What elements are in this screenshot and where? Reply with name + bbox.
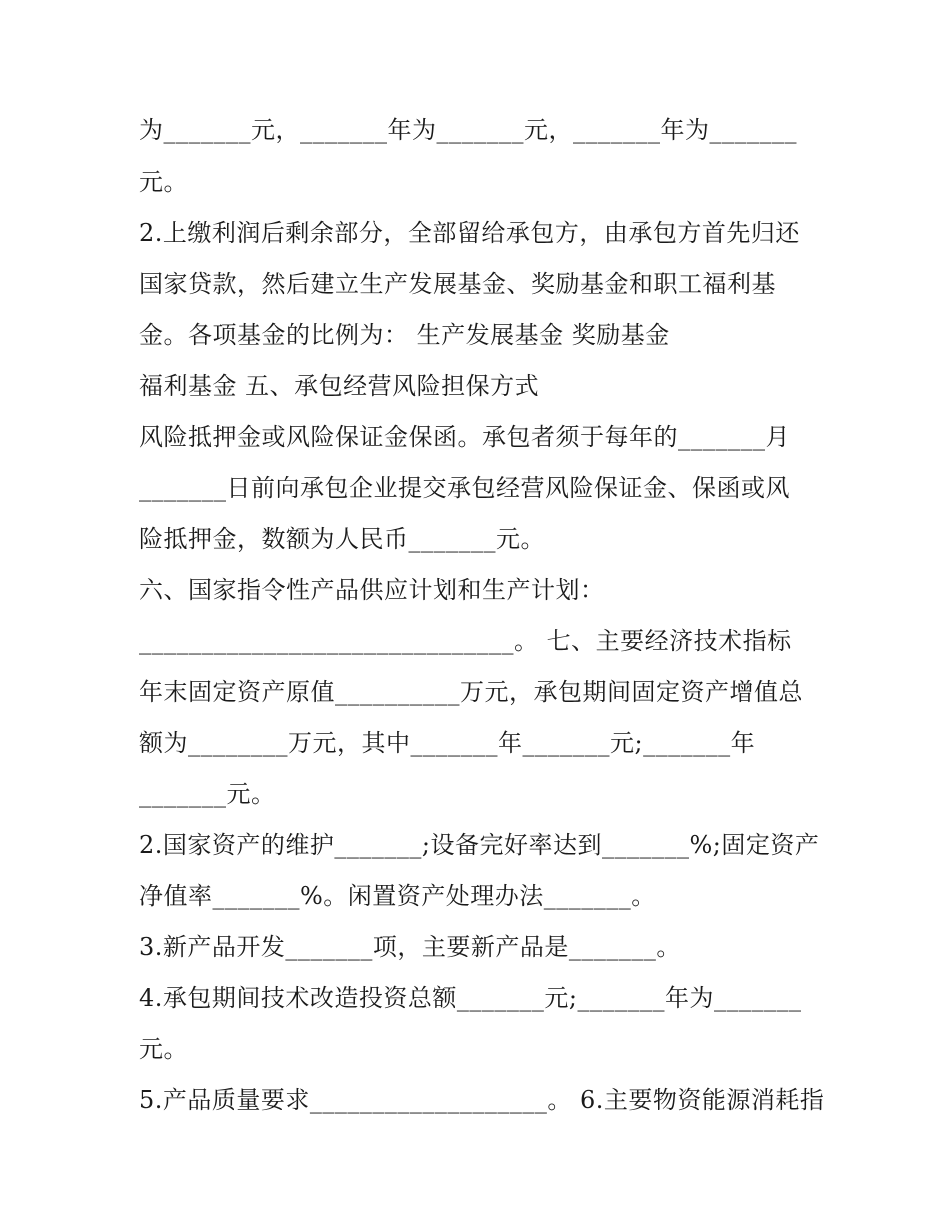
text-line: 元。 — [139, 1035, 188, 1063]
text-line: 净值率_______%。闲置资产处理办法_______。 — [139, 882, 656, 910]
text-line: 年末固定资产原值__________万元，承包期间固定资产增值总 — [139, 678, 803, 706]
text-line: 六、国家指令性产品供应计划和生产计划： — [139, 576, 605, 604]
text-line: 额为________万元，其中_______年_______元;_______年 — [139, 729, 756, 757]
text-line: 为_______元，_______年为_______元，_______年为_______ — [139, 116, 797, 144]
text-line: 2.上缴利润后剩余部分，全部留给承包方，由承包方首先归还 — [139, 219, 800, 247]
text-line: ______________________________。 七、主要经济技术指标 — [139, 627, 792, 655]
text-line: 3.新产品开发_______项，主要新产品是_______。 — [139, 933, 681, 961]
text-line: 险抵押金，数额为人民币_______元。 — [139, 525, 545, 553]
text-line: _______日前向承包企业提交承包经营风险保证金、保函或风 — [139, 474, 790, 502]
text-line: 4.承包期间技术改造投资总额_______元;_______年为_______ — [139, 984, 802, 1012]
text-line: 5.产品质量要求___________________。 6.主要物资能源消耗指 — [139, 1086, 825, 1114]
text-line: 元。 — [139, 168, 188, 196]
text-line: 国家贷款，然后建立生产发展基金、奖励基金和职工福利基 — [139, 270, 776, 298]
text-line: 福利基金 五、承包经营风险担保方式 — [139, 372, 540, 400]
text-line: 金。各项基金的比例为： 生产发展基金 奖励基金 — [139, 321, 670, 349]
text-line: 风险抵押金或风险保证金保函。承包者须于每年的_______月 — [139, 423, 790, 451]
text-line: 2.国家资产的维护_______;设备完好率达到_______%;固定资产 — [139, 831, 820, 859]
text-line: _______元。 — [139, 780, 276, 808]
